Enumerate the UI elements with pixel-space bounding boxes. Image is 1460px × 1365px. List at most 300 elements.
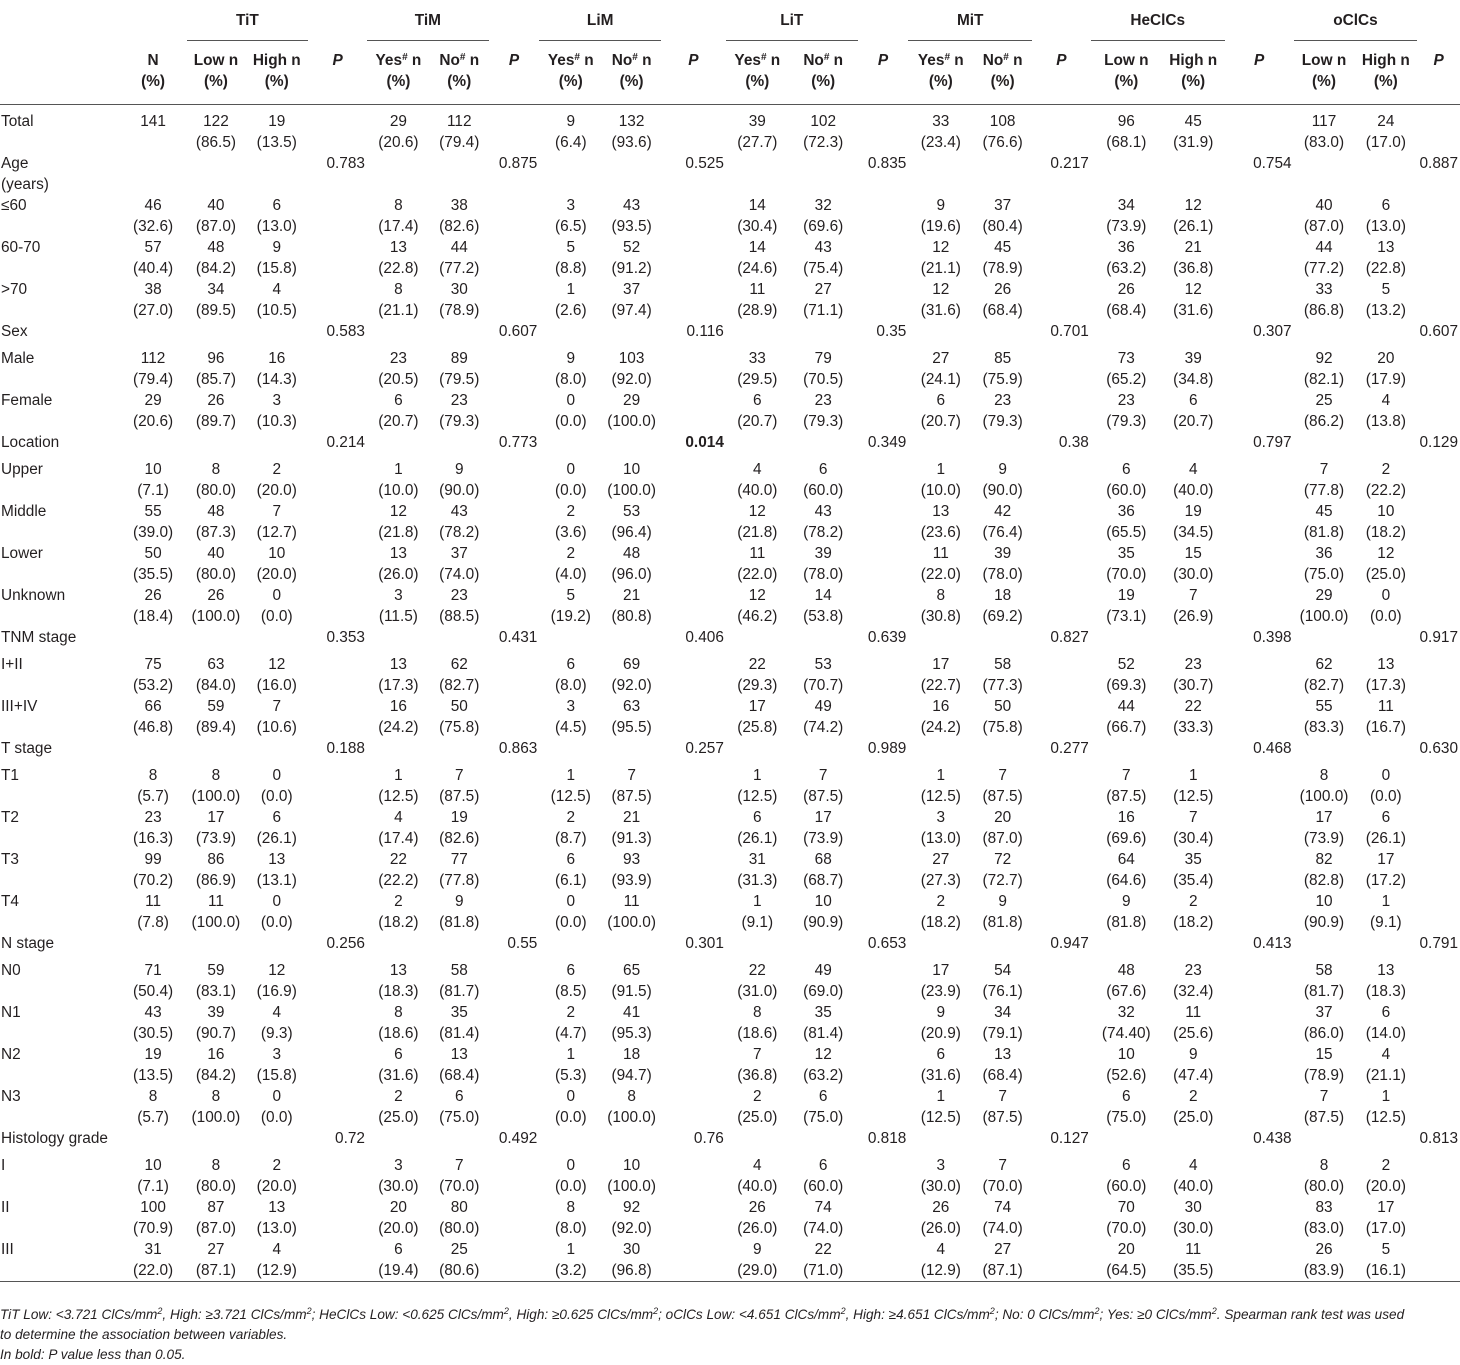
- count-value: 44: [1315, 239, 1333, 256]
- p-value-empty: [858, 765, 909, 807]
- empty-cell: [908, 627, 973, 654]
- percent-value: (17.9): [1365, 371, 1406, 388]
- percent-value: (78.9): [1303, 1067, 1345, 1084]
- percent-value: (0.0): [554, 482, 587, 499]
- count-value: 23: [1117, 392, 1135, 409]
- percent-value: (60.0): [803, 482, 844, 499]
- count-value: 1: [1188, 767, 1198, 784]
- header-p: P: [1056, 51, 1067, 69]
- count-cell: [1354, 543, 1417, 585]
- p-value-empty: [858, 237, 909, 279]
- percent-value: (22.7): [920, 677, 961, 694]
- p-value-empty: [489, 543, 540, 585]
- count-cell: [367, 195, 430, 237]
- count-cell: [430, 1197, 489, 1239]
- percent-value: (12.5): [550, 788, 591, 805]
- count-value: 34: [994, 1004, 1012, 1021]
- p-value: 0.875: [498, 155, 538, 172]
- count-cell: [908, 654, 973, 696]
- percent-value: (5.7): [137, 788, 169, 805]
- count-value: 3: [272, 1046, 282, 1063]
- row-label: N0: [1, 962, 21, 979]
- p-value-empty: [1225, 390, 1294, 432]
- count-value: 6: [818, 1088, 828, 1105]
- count-cell: [245, 960, 308, 1002]
- percent-value: (75.4): [803, 260, 844, 277]
- p-value: 0.301: [685, 935, 724, 952]
- count-value: 6: [1381, 1004, 1391, 1021]
- empty-cell: [187, 432, 246, 459]
- table-row: [0, 849, 1460, 891]
- count-cell: [1294, 1155, 1355, 1197]
- count-cell: [908, 105, 973, 154]
- count-value: 6: [936, 392, 946, 409]
- count-cell: [367, 849, 430, 891]
- p-value-empty: [661, 501, 726, 543]
- count-cell: [1354, 696, 1417, 738]
- count-cell: [1162, 501, 1225, 543]
- percent-value: (36.8): [1173, 260, 1214, 277]
- count-value: 16: [1117, 809, 1135, 826]
- count-value: 7: [998, 1088, 1007, 1105]
- percent-value: (18.2): [920, 914, 961, 931]
- percent-value: (77.8): [439, 872, 480, 889]
- table-row: [0, 1128, 1460, 1155]
- row-label: N2: [1, 1046, 21, 1063]
- percent-value: (39.0): [132, 524, 174, 541]
- count-value: 6: [566, 851, 576, 868]
- p-value-empty: [661, 807, 726, 849]
- count-cell: [1091, 1086, 1162, 1128]
- header-no: No# n (%): [982, 52, 1023, 90]
- group-heclcs: HeClCs: [1091, 0, 1225, 41]
- p-value-empty: [308, 501, 367, 543]
- count-value: 9: [272, 239, 282, 256]
- count-cell: [1091, 960, 1162, 1002]
- count-value: 32: [814, 197, 832, 214]
- percent-value: (0.0): [260, 914, 293, 931]
- percent-value: (87.1): [195, 1262, 237, 1279]
- empty-cell: [245, 1128, 308, 1155]
- count-cell: [1162, 459, 1225, 501]
- row-label: T3: [1, 851, 19, 868]
- count-value: 12: [932, 281, 950, 298]
- count-value: 4: [272, 1004, 282, 1021]
- p-value-empty: [1225, 279, 1294, 321]
- p-value-empty: [1032, 891, 1091, 933]
- empty-cell: [1294, 432, 1355, 459]
- p-value-empty: [1032, 237, 1091, 279]
- percent-value: (9.3): [260, 1025, 293, 1042]
- count-cell: [367, 765, 430, 807]
- count-cell: [789, 654, 858, 696]
- percent-value: (83.3): [1303, 719, 1345, 736]
- p-value: 0.76: [693, 1130, 724, 1147]
- percent-value: (24.2): [920, 719, 961, 736]
- count-cell: [367, 960, 430, 1002]
- p-value-empty: [858, 1002, 909, 1044]
- count-cell: [367, 237, 430, 279]
- p-value-empty: [1417, 960, 1460, 1002]
- count-value: 52: [623, 239, 641, 256]
- percent-value: (87.1): [982, 1262, 1023, 1279]
- count-cell: [245, 348, 308, 390]
- empty-cell: [973, 933, 1032, 960]
- count-value: 13: [932, 503, 950, 520]
- empty-cell: [908, 933, 973, 960]
- p-value-empty: [858, 1239, 909, 1282]
- count-value: 35: [814, 1004, 832, 1021]
- empty-cell: [789, 738, 858, 765]
- count-cell: [187, 849, 246, 891]
- count-value: 4: [272, 281, 282, 298]
- count-value: 6: [272, 197, 282, 214]
- count-cell: [430, 459, 489, 501]
- count-cell: [187, 390, 246, 432]
- count-value: 13: [994, 1046, 1012, 1063]
- count-cell: [908, 1197, 973, 1239]
- percent-value: (76.4): [982, 524, 1023, 541]
- p-value: 0.431: [498, 629, 538, 646]
- count-value: 12: [1377, 545, 1395, 562]
- count-value: 3: [394, 587, 403, 604]
- percent-value: (84.2): [195, 260, 237, 277]
- percent-value: (80.0): [195, 1178, 237, 1195]
- percent-value: (31.0): [737, 983, 778, 1000]
- count-cell: [1354, 1044, 1417, 1086]
- count-value: 132: [618, 113, 645, 130]
- percent-value: (32.4): [1173, 983, 1214, 1000]
- count-cell: [430, 1239, 489, 1282]
- percent-value: (81.8): [439, 914, 480, 931]
- count-cell: [1162, 1086, 1225, 1128]
- percent-value: (46.8): [132, 719, 174, 736]
- count-value: 7: [627, 767, 636, 784]
- p-value-empty: [1032, 1155, 1091, 1197]
- percent-value: (78.0): [982, 566, 1023, 583]
- empty-cell: [367, 627, 430, 654]
- count-value: 1: [753, 893, 762, 910]
- count-cell: [789, 237, 858, 279]
- table-row: [0, 933, 1460, 960]
- count-cell: [539, 390, 602, 432]
- count-cell: [430, 543, 489, 585]
- percent-value: (16.0): [256, 677, 297, 694]
- p-value-empty: [1032, 585, 1091, 627]
- count-cell: [789, 696, 858, 738]
- count-value: 43: [144, 1004, 162, 1021]
- count-value: 103: [618, 350, 645, 367]
- count-value: 12: [1184, 197, 1202, 214]
- count-cell: [1294, 1239, 1355, 1282]
- count-value: 43: [814, 503, 832, 520]
- p-value-empty: [308, 543, 367, 585]
- percent-value: (17.4): [378, 830, 419, 847]
- p-value: 0.863: [498, 740, 538, 757]
- count-cell: [120, 501, 187, 543]
- percent-value: (20.0): [256, 482, 297, 499]
- count-cell: [726, 1155, 789, 1197]
- percent-value: (22.8): [378, 260, 419, 277]
- p-value: 0.754: [1253, 155, 1292, 172]
- percent-value: (22.0): [132, 1262, 174, 1279]
- table-row: [0, 807, 1460, 849]
- p-value: 0.014: [685, 434, 724, 451]
- percent-value: (35.5): [1173, 1262, 1214, 1279]
- count-cell: [187, 1197, 246, 1239]
- count-cell: [430, 501, 489, 543]
- p-value-empty: [308, 237, 367, 279]
- p-value: 0.406: [685, 629, 724, 646]
- row-label: Location: [1, 434, 60, 451]
- percent-value: (95.3): [611, 1025, 652, 1042]
- count-value: 21: [623, 587, 641, 604]
- percent-value: (22.0): [920, 566, 961, 583]
- percent-value: (20.6): [132, 413, 174, 430]
- percent-value: (12.5): [1173, 788, 1214, 805]
- percent-value: (13.2): [1365, 302, 1406, 319]
- count-value: 18: [623, 1046, 641, 1063]
- count-cell: [187, 501, 246, 543]
- count-value: 17: [1377, 1199, 1395, 1216]
- row-label: T1: [1, 767, 19, 784]
- row-label: ≤60: [1, 197, 27, 214]
- count-value: 6: [1188, 392, 1198, 409]
- table-row: [0, 321, 1460, 348]
- percent-value: (40.0): [737, 1178, 778, 1195]
- percent-value: (69.3): [1106, 677, 1147, 694]
- percent-value: (5.3): [554, 1067, 587, 1084]
- count-value: 23: [450, 392, 468, 409]
- count-cell: [1294, 195, 1355, 237]
- count-cell: [602, 543, 661, 585]
- table-row: [0, 696, 1460, 738]
- percent-value: (20.0): [256, 1178, 297, 1195]
- count-value: 87: [207, 1199, 225, 1216]
- count-value: 4: [394, 809, 403, 826]
- count-value: 72: [994, 851, 1012, 868]
- count-value: 14: [814, 587, 832, 604]
- header-high: High n (%): [1169, 52, 1218, 90]
- row-label: III+IV: [1, 698, 38, 715]
- count-cell: [789, 807, 858, 849]
- count-value: 13: [389, 545, 407, 562]
- percent-value: (92.0): [611, 677, 652, 694]
- percent-value: (68.4): [982, 302, 1023, 319]
- count-cell: [1091, 459, 1162, 501]
- percent-value: (81.7): [439, 983, 480, 1000]
- count-value: 2: [566, 545, 576, 562]
- count-cell: [245, 1002, 308, 1044]
- footnote-thresholds: TiT Low: <3.721 ClCs/$mm^2$, High: ≥3.721 ClCs/$mm^2$; HeClCs Low: <0.625 ClCs/$mm^2$, High: ≥0.625 ClCs/$mm^2$; oClCs Low: <4.651 ClCs/$mm^2$, High: ≥4.651 ClCs/$mm^2$; No: 0 ClCs/$mm^2$; Yes: ≥0 ClCs/$mm^2$. Spearman rank test was used: [0, 1306, 1405, 1322]
- count-value: 80: [450, 1199, 468, 1216]
- percent-value: (81.4): [803, 1025, 844, 1042]
- empty-cell: [789, 1128, 858, 1155]
- percent-value: (12.5): [1365, 1109, 1406, 1126]
- empty-cell: [430, 933, 489, 960]
- count-value: 13: [1377, 962, 1395, 979]
- count-value: 6: [936, 1046, 946, 1063]
- empty-cell: [726, 1128, 789, 1155]
- percent-value: (95.5): [611, 719, 652, 736]
- count-value: 34: [207, 281, 225, 298]
- count-value: 1: [566, 767, 576, 784]
- p-value-empty: [661, 585, 726, 627]
- p-value: 0.127: [1050, 1130, 1089, 1147]
- percent-value: (30.8): [920, 608, 961, 625]
- empty-cell: [1162, 627, 1225, 654]
- p-value-empty: [661, 105, 726, 154]
- count-value: 0: [272, 767, 282, 784]
- count-cell: [602, 279, 661, 321]
- p-value-empty: [1417, 1086, 1460, 1128]
- percent-value: (0.0): [260, 788, 293, 805]
- count-value: 16: [207, 1046, 225, 1063]
- count-value: 27: [814, 281, 832, 298]
- percent-value: (21.1): [378, 302, 419, 319]
- p-value-empty: [858, 1044, 909, 1086]
- count-cell: [245, 501, 308, 543]
- count-value: 27: [932, 350, 950, 367]
- row-label: II: [1, 1199, 10, 1216]
- percent-value: (78.9): [439, 302, 480, 319]
- count-cell: [120, 348, 187, 390]
- p-value-empty: [661, 279, 726, 321]
- p-value-empty: [661, 348, 726, 390]
- count-cell: [602, 105, 661, 154]
- percent-value: (93.5): [611, 218, 652, 235]
- count-cell: [602, 501, 661, 543]
- p-value-empty: [489, 1155, 540, 1197]
- percent-value: (63.2): [1106, 260, 1147, 277]
- p-value-empty: [489, 891, 540, 933]
- count-value: 32: [1117, 1004, 1135, 1021]
- count-cell: [602, 1044, 661, 1086]
- row-label: 60-70: [1, 239, 41, 256]
- empty-cell: [789, 432, 858, 459]
- count-cell: [430, 849, 489, 891]
- count-value: 57: [144, 239, 162, 256]
- count-value: 3: [936, 1157, 946, 1174]
- column-header-row: [0, 41, 1460, 105]
- count-value: 0: [566, 392, 576, 409]
- table-row: [0, 1155, 1460, 1197]
- p-value-empty: [1417, 390, 1460, 432]
- p-value-empty: [1225, 348, 1294, 390]
- count-value: 122: [203, 113, 229, 130]
- empty-cell: [539, 1128, 602, 1155]
- empty-cell: [726, 432, 789, 459]
- percent-value: (79.3): [439, 413, 480, 430]
- count-cell: [726, 696, 789, 738]
- count-value: 59: [207, 698, 225, 715]
- count-value: 7: [1122, 767, 1131, 784]
- percent-value: (36.8): [737, 1067, 778, 1084]
- count-cell: [726, 501, 789, 543]
- percent-value: (52.6): [1106, 1067, 1147, 1084]
- header-yes: Yes# n (%): [734, 52, 781, 90]
- percent-value: (30.0): [1173, 566, 1214, 583]
- percent-value: (70.7): [803, 677, 844, 694]
- count-value: 1: [1381, 1088, 1391, 1105]
- p-value: 0.827: [1050, 629, 1089, 646]
- percent-value: (79.3): [982, 413, 1023, 430]
- percent-value: (84.0): [195, 677, 237, 694]
- count-cell: [187, 807, 246, 849]
- header-high: High n (%): [1361, 52, 1410, 90]
- count-cell: [789, 585, 858, 627]
- p-value-empty: [858, 1086, 909, 1128]
- count-cell: [1162, 807, 1225, 849]
- header-yes: Yes# n (%): [375, 52, 422, 90]
- p-value-empty: [1032, 1197, 1091, 1239]
- percent-value: (68.4): [1106, 302, 1147, 319]
- count-value: 15: [1315, 1046, 1333, 1063]
- empty-cell: [245, 738, 308, 765]
- p-value: 0.214: [326, 434, 365, 451]
- count-value: 23: [1184, 656, 1202, 673]
- percent-value: (89.4): [195, 719, 237, 736]
- count-value: 48: [207, 239, 225, 256]
- percent-value: (20.7): [737, 413, 778, 430]
- count-value: 24: [1377, 113, 1395, 130]
- count-value: 62: [450, 656, 468, 673]
- count-cell: [187, 585, 246, 627]
- count-value: 58: [1315, 962, 1333, 979]
- count-value: 10: [144, 461, 162, 478]
- percent-value: (10.5): [256, 302, 297, 319]
- empty-cell: [1354, 933, 1417, 960]
- count-cell: [120, 1086, 187, 1128]
- count-cell: [1162, 1002, 1225, 1044]
- percent-value: (60.0): [803, 1178, 844, 1195]
- empty-cell: [908, 738, 973, 765]
- p-value: 0.797: [1253, 434, 1292, 451]
- count-cell: [1162, 105, 1225, 154]
- count-value: 83: [1315, 1199, 1333, 1216]
- empty-cell: [539, 432, 602, 459]
- count-cell: [1354, 237, 1417, 279]
- count-cell: [1294, 1086, 1355, 1128]
- p-value-empty: [308, 585, 367, 627]
- count-value: 65: [623, 962, 641, 979]
- percent-value: (22.2): [1365, 482, 1406, 499]
- percent-value: (24.6): [737, 260, 778, 277]
- p-value-empty: [308, 1197, 367, 1239]
- footnote-method: to determine the association between variables.: [0, 1327, 288, 1342]
- count-value: 8: [394, 281, 403, 298]
- percent-value: (100.0): [191, 914, 241, 931]
- percent-value: (7.1): [137, 482, 169, 499]
- percent-value: (25.8): [737, 719, 778, 736]
- row-label: N stage: [1, 935, 55, 952]
- count-cell: [539, 501, 602, 543]
- count-cell: [1354, 960, 1417, 1002]
- percent-value: (79.4): [132, 371, 174, 388]
- count-value: 26: [748, 1199, 766, 1216]
- count-value: 10: [1315, 893, 1333, 910]
- count-cell: [726, 1044, 789, 1086]
- count-cell: [973, 279, 1032, 321]
- count-cell: [602, 390, 661, 432]
- percent-value: (87.0): [195, 1220, 237, 1237]
- count-value: 0: [566, 461, 576, 478]
- count-cell: [120, 195, 187, 237]
- percent-value: (31.6): [1173, 302, 1214, 319]
- p-value-empty: [1417, 501, 1460, 543]
- empty-cell: [1294, 627, 1355, 654]
- group-oclcs: oClCs: [1294, 0, 1418, 41]
